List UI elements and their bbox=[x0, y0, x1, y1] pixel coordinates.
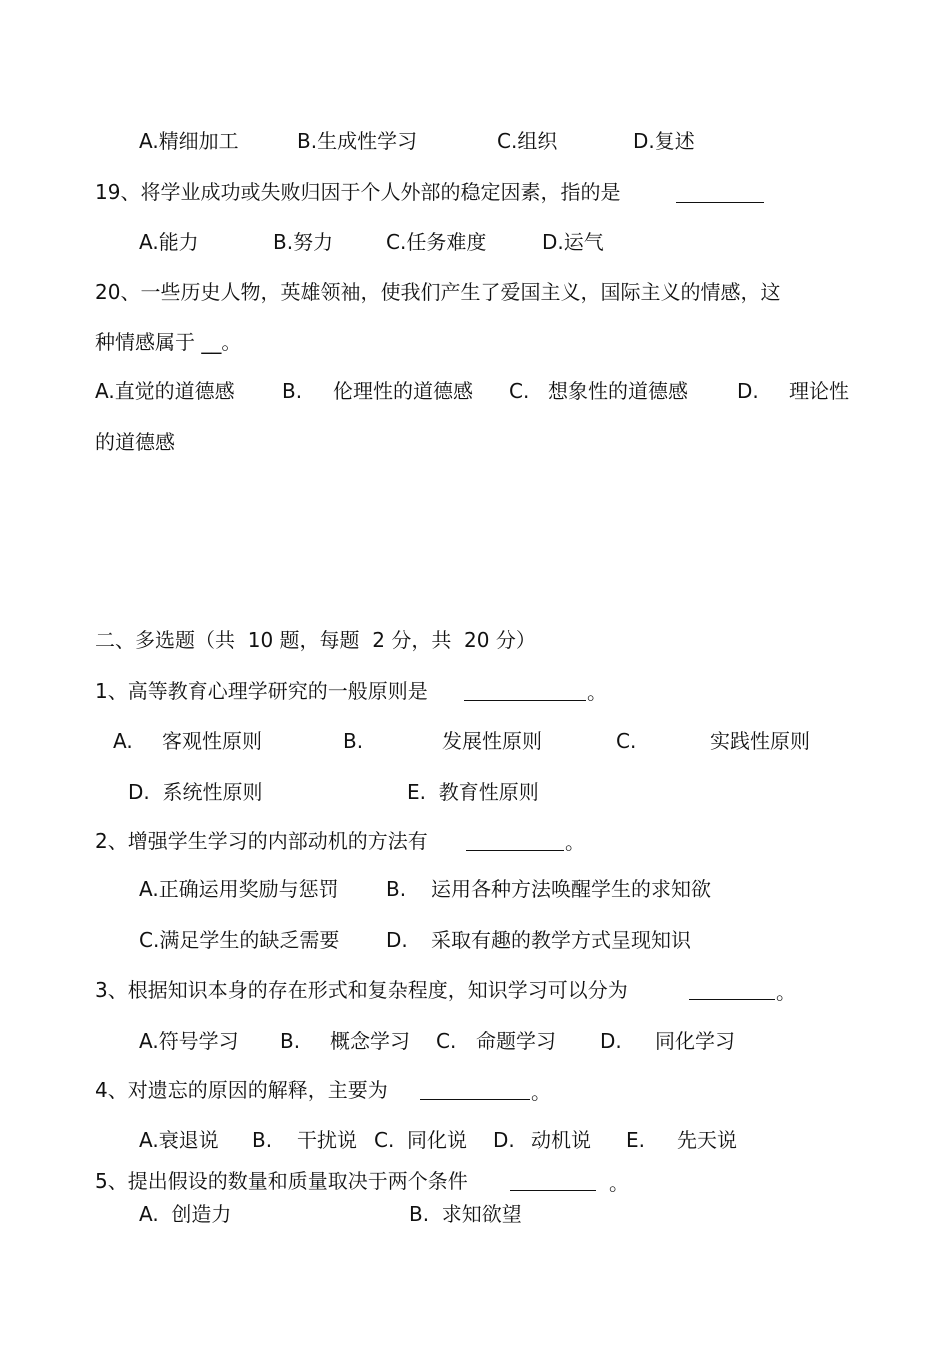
m1-option-c-letter: C. bbox=[616, 729, 637, 753]
m1-option-a-text: 客观性原则 bbox=[162, 729, 262, 753]
q20-option-a: A.直觉的道德感 bbox=[95, 379, 235, 403]
m1-option-e: E. 教育性原则 bbox=[407, 780, 539, 804]
q19-answer-blank bbox=[676, 202, 764, 203]
q18-option-a: A.精细加工 bbox=[139, 129, 239, 153]
m5-answer-blank bbox=[510, 1190, 596, 1191]
m1-option-b-text: 发展性原则 bbox=[442, 729, 542, 753]
m3-option-c-letter: C. bbox=[436, 1029, 457, 1053]
q19-stem: 19、将学业成功或失败归因于个人外部的稳定因素，指的是 bbox=[95, 180, 621, 204]
q20-option-c-text: 想象性的道德感 bbox=[548, 379, 688, 403]
m3-option-b-letter: B. bbox=[280, 1029, 301, 1053]
q20-stem-line1: 20、一些历史人物，英雄领袖，使我们产生了爱国主义，国际主义的情感，这 bbox=[95, 280, 781, 304]
q19-option-a: A.能力 bbox=[139, 230, 199, 254]
q19-option-b: B.努力 bbox=[273, 230, 334, 254]
q20-option-d-continuation: 的道德感 bbox=[95, 430, 175, 454]
m2-stem-end: 。 bbox=[565, 830, 585, 854]
m5-stem-end: 。 bbox=[609, 1171, 629, 1195]
q20-option-b-letter: B. bbox=[282, 379, 303, 403]
m3-stem: 3、根据知识本身的存在形式和复杂程度，知识学习可以分为 bbox=[95, 978, 628, 1002]
m4-option-b-text: 干扰说 bbox=[297, 1128, 357, 1152]
m1-option-c-text: 实践性原则 bbox=[710, 729, 810, 753]
m2-answer-blank bbox=[466, 850, 564, 851]
m3-option-c-text: 命题学习 bbox=[476, 1029, 556, 1053]
m4-option-d-text: 动机说 bbox=[531, 1128, 591, 1152]
m3-option-a: A.符号学习 bbox=[139, 1029, 239, 1053]
m1-stem-end: 。 bbox=[587, 680, 607, 704]
m5-option-b: B. 求知欲望 bbox=[409, 1202, 522, 1226]
m2-option-b-text: 运用各种方法唤醒学生的求知欲 bbox=[431, 877, 711, 901]
m1-option-b-letter: B. bbox=[343, 729, 364, 753]
q20-option-c-letter: C. bbox=[509, 379, 530, 403]
q20-option-d-letter: D. bbox=[737, 379, 759, 403]
m4-option-c: C. 同化说 bbox=[374, 1128, 468, 1152]
m4-answer-blank bbox=[420, 1099, 530, 1100]
m1-stem: 1、高等教育心理学研究的一般原则是 bbox=[95, 679, 428, 703]
m1-answer-blank bbox=[464, 700, 586, 701]
q20-option-d-text: 理论性 bbox=[789, 379, 849, 403]
m5-stem: 5、提出假设的数量和质量取决于两个条件 bbox=[95, 1169, 468, 1193]
m2-option-a: A.正确运用奖励与惩罚 bbox=[139, 877, 339, 901]
m4-stem: 4、对遗忘的原因的解释，主要为 bbox=[95, 1078, 388, 1102]
m4-option-d-letter: D. bbox=[493, 1128, 515, 1152]
m2-stem: 2、增强学生学习的内部动机的方法有 bbox=[95, 829, 428, 853]
q19-option-d: D.运气 bbox=[542, 230, 604, 254]
m3-answer-blank bbox=[689, 999, 775, 1000]
q20-stem-line2: 种情感属于 __。 bbox=[95, 330, 242, 354]
section-heading: 二、多选题（共 10 题，每题 2 分，共 20 分） bbox=[95, 628, 536, 652]
q19-option-c: C.任务难度 bbox=[386, 230, 487, 254]
m2-option-b-letter: B. bbox=[386, 877, 407, 901]
m1-option-a-letter: A. bbox=[113, 729, 133, 753]
m2-option-d-letter: D. bbox=[386, 928, 408, 952]
m2-option-d-text: 采取有趣的教学方式呈现知识 bbox=[431, 928, 691, 952]
m3-option-d-text: 同化学习 bbox=[655, 1029, 735, 1053]
m5-option-a: A. 创造力 bbox=[139, 1202, 232, 1226]
m4-option-a: A.衰退说 bbox=[139, 1128, 219, 1152]
m4-option-b-letter: B. bbox=[252, 1128, 273, 1152]
q20-option-b-text: 伦理性的道德感 bbox=[333, 379, 473, 403]
m3-option-b-text: 概念学习 bbox=[330, 1029, 410, 1053]
m4-option-e-letter: E. bbox=[626, 1128, 645, 1152]
q18-option-c: C.组织 bbox=[497, 129, 558, 153]
m4-option-e-text: 先天说 bbox=[677, 1128, 737, 1152]
m4-stem-end: 。 bbox=[531, 1080, 551, 1104]
m3-option-d-letter: D. bbox=[600, 1029, 622, 1053]
m2-option-c: C.满足学生的缺乏需要 bbox=[139, 928, 340, 952]
m3-stem-end: 。 bbox=[776, 980, 796, 1004]
q18-option-b: B.生成性学习 bbox=[297, 129, 418, 153]
q18-option-d: D.复述 bbox=[633, 129, 695, 153]
m1-option-d: D. 系统性原则 bbox=[128, 780, 263, 804]
